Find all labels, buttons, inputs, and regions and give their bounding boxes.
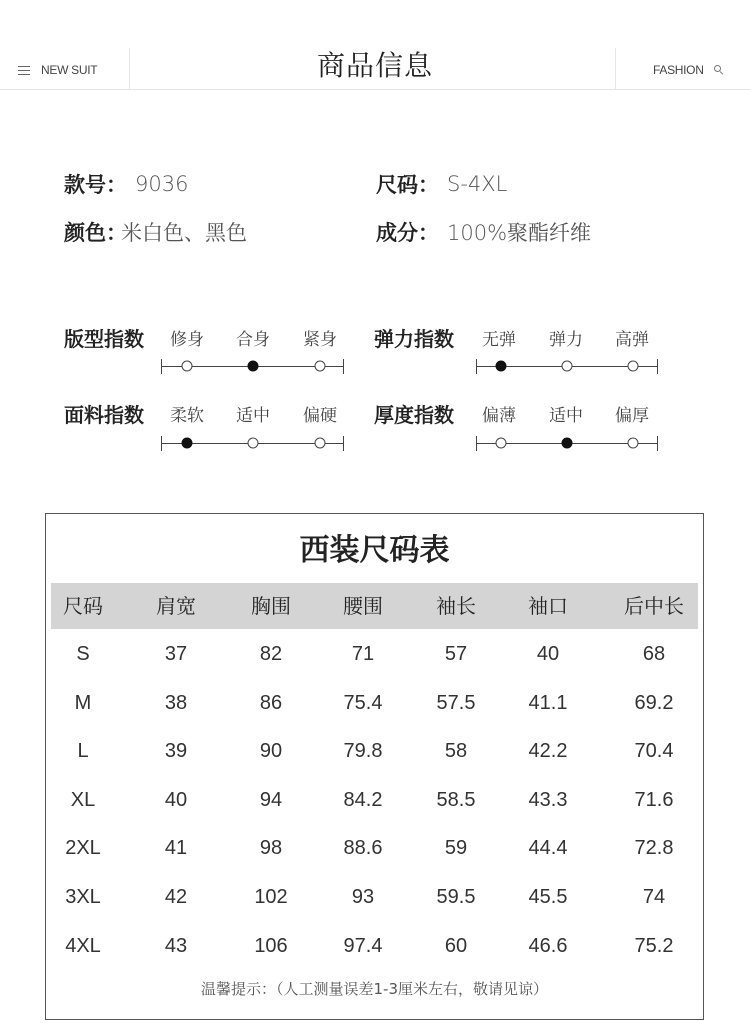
- table-cell: 40: [164, 788, 188, 811]
- table-cell: 44.4: [528, 837, 568, 860]
- table-cell: 69.2: [634, 691, 674, 714]
- table-cell: 59: [444, 837, 468, 860]
- table-cell: 59.5: [436, 886, 476, 908]
- divider: [615, 48, 616, 90]
- table-cell: 60: [444, 934, 468, 957]
- color-value: 米白色、黑色: [121, 221, 247, 245]
- size-table-title: 西装尺码表: [299, 533, 450, 568]
- color-row: [64, 217, 247, 247]
- table-cell: 75.4: [343, 691, 383, 714]
- size-label-cell: L: [77, 740, 89, 763]
- fit-option: 合身: [236, 330, 270, 350]
- table-cell: 82: [259, 643, 283, 665]
- table-cell: 94: [259, 788, 283, 811]
- measurement-note: 温馨提示：（人工测量误差1-3厘米左右，敬请见谅）: [200, 980, 548, 998]
- size-range-row: [376, 169, 507, 199]
- stretch-dot: [496, 361, 507, 372]
- table-cell: 74: [642, 886, 666, 908]
- stretch-option: 弹力: [549, 330, 583, 350]
- fit-dot: [315, 361, 326, 372]
- size-label-cell: XL: [70, 788, 96, 811]
- material-value: 100%聚酯纤维: [447, 221, 592, 245]
- table-header-cell: 肩宽: [156, 594, 196, 618]
- fabric-option: 偏硬: [303, 406, 337, 426]
- table-cell: 45.5: [528, 886, 568, 908]
- table-cell: 58: [444, 740, 468, 763]
- table-header-cell: 腰围: [343, 594, 383, 618]
- size-label-cell: M: [74, 691, 92, 714]
- table-cell: 57.5: [436, 691, 476, 714]
- fabric-dot: [248, 438, 259, 449]
- scale-tick: [343, 436, 344, 451]
- thickness-dot: [496, 438, 507, 449]
- fit-dot: [182, 361, 193, 372]
- table-header-cell: 后中长: [624, 594, 684, 618]
- table-header-row: [51, 583, 698, 629]
- search-icon: [714, 65, 724, 75]
- table-cell: 106: [254, 934, 288, 957]
- table-cell: 41.1: [528, 691, 568, 714]
- table-cell: 79.8: [343, 740, 383, 763]
- menu-label: NEW SUIT: [41, 63, 98, 77]
- thickness-option: 适中: [549, 406, 583, 426]
- material-label: 成分：: [376, 221, 439, 245]
- fabric-option: 柔软: [170, 406, 204, 426]
- stretch-option: 无弹: [482, 330, 516, 350]
- size-label-cell: 3XL: [65, 886, 101, 908]
- thickness-option: 偏薄: [482, 406, 516, 426]
- table-cell: 70.4: [634, 740, 674, 763]
- material-row: [376, 217, 591, 247]
- table-cell: 86: [259, 691, 283, 714]
- size-label-cell: S: [76, 643, 90, 665]
- search-button[interactable]: [653, 62, 724, 78]
- fabric-option: 适中: [236, 406, 270, 426]
- size-label-cell: 2XL: [65, 837, 101, 860]
- scale-tick: [343, 359, 344, 374]
- style-number-row: [64, 169, 188, 199]
- table-cell: 88.6: [343, 837, 383, 860]
- size-label-cell: 4XL: [65, 934, 101, 957]
- table-cell: 84.2: [343, 788, 383, 811]
- fit-option: 紧身: [303, 330, 337, 350]
- page-title: 商品信息: [316, 49, 433, 82]
- scale-tick: [657, 436, 658, 451]
- table-cell: 71: [351, 643, 375, 665]
- size-range-value: S-4XL: [447, 172, 508, 196]
- style-number-label: 款号：: [64, 173, 127, 197]
- table-cell: 37: [164, 643, 188, 665]
- table-cell: 102: [254, 886, 288, 908]
- stretch-option: 高弹: [615, 330, 649, 350]
- table-cell: 42: [164, 886, 188, 908]
- table-cell: 42.2: [528, 740, 568, 763]
- table-header-cell: 尺码: [63, 594, 103, 618]
- table-cell: 98: [259, 837, 283, 860]
- stretch-dot: [562, 361, 573, 372]
- search-label: FASHION: [653, 63, 704, 77]
- stretch-index-title: 弹力指数: [374, 327, 454, 351]
- table-cell: 68: [642, 643, 666, 665]
- table-cell: 46.6: [528, 934, 568, 957]
- table-cell: 43.3: [528, 788, 568, 811]
- table-cell: 90: [259, 740, 283, 763]
- table-cell: 39: [164, 740, 188, 763]
- table-cell: 58.5: [436, 788, 476, 811]
- table-header-cell: 袖长: [436, 594, 476, 618]
- fit-dot: [248, 361, 259, 372]
- fabric-index-title: 面料指数: [64, 403, 144, 427]
- stretch-dot: [628, 361, 639, 372]
- thickness-dot: [562, 438, 573, 449]
- table-cell: 93: [351, 886, 375, 908]
- table-cell: 57: [444, 643, 468, 665]
- thickness-index-title: 厚度指数: [374, 403, 454, 427]
- fabric-dot: [315, 438, 326, 449]
- scale-tick: [657, 359, 658, 374]
- table-cell: 40: [536, 643, 560, 665]
- table-cell: 75.2: [634, 934, 674, 957]
- table-cell: 71.6: [634, 788, 674, 811]
- table-header-cell: 袖口: [528, 594, 568, 618]
- table-header-cell: 胸围: [251, 594, 291, 618]
- table-cell: 43: [164, 934, 188, 957]
- table-cell: 97.4: [343, 934, 383, 957]
- thickness-option: 偏厚: [615, 406, 649, 426]
- table-cell: 41: [164, 837, 188, 860]
- color-label: 颜色：: [64, 221, 127, 245]
- table-cell: 72.8: [634, 837, 674, 860]
- size-range-label: 尺码：: [376, 173, 439, 197]
- thickness-dot: [628, 438, 639, 449]
- size-table: [45, 513, 704, 1020]
- table-cell: 38: [164, 691, 188, 714]
- fit-option: 修身: [170, 330, 204, 350]
- fabric-dot: [182, 438, 193, 449]
- style-number-value: 9036: [135, 172, 189, 196]
- page-header: [0, 48, 750, 90]
- fit-index-title: 版型指数: [64, 327, 144, 351]
